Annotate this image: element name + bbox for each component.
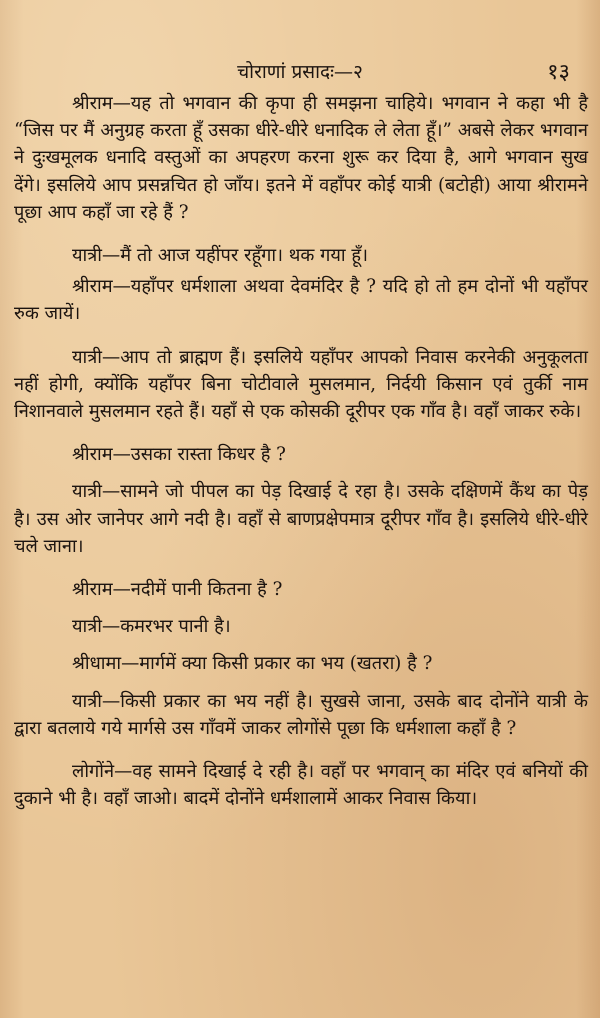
paragraph-shriram-2: श्रीराम—यहाँपर धर्मशाला अथवा देवमंदिर है ? यदि हो तो हम दोनों भी यहाँपर रुक जायें। <box>14 276 588 325</box>
paragraph-shriram-3: श्रीराम—उसका रास्ता किधर है ? <box>72 444 286 466</box>
paragraph-yatri-4: यात्री—कमरभर पानी है। <box>72 616 231 638</box>
paragraph-shriram-4: श्रीराम—नदीमें पानी कितना है ? <box>72 579 283 601</box>
paragraph-yatri-2: यात्री—आप तो ब्राह्मण हैं। इसलिये यहाँपर आपको निवास करनेकी अनुकूलता नहीं होगी, क्योंकि यहाँपर बिना चोटीवाले मुसलमान, निर्दयी किसान एवं तुर्की नाम निशानवाले मुसलमान रहते हैं। यहाँ से एक कोसकी दूरीपर एक गाँव है। वहाँ जाकर रुके। <box>14 346 588 423</box>
paragraph-logon-1: लोगोंने—वह सामने दिखाई दे रही है। वहाँ पर भगवान् का मंदिर एवं बनियों की दुकाने भी है। वहाँ जाओ। बादमें दोनोंने धर्मशालामें आकर निवास किया। <box>14 761 588 810</box>
page-number: १३ <box>547 60 570 85</box>
page-body <box>14 90 588 812</box>
paragraph-shridhama-1: श्रीधामा—मार्गमें क्या किसी प्रकार का भय (खतरा) है ? <box>72 653 433 675</box>
paragraph-yatri-5: यात्री—किसी प्रकार का भय नहीं है। सुखसे जाना, उसके बाद दोनोंने यात्री के द्वारा बतलाये गये मार्गसे उस गाँवमें जाकर लोगोंसे पूछा कि धर्मशाला कहाँ है ? <box>14 690 588 739</box>
paragraph-shriram-1: श्रीराम—यह तो भगवान की कृपा ही समझना चाहिये। भगवान ने कहा भी है “जिस पर मैं अनुग्रह करता हूँ उसका धीरे-धीरे धनादिक ले लेता हूँ।” अबसे लेकर भगवान ने दुःखमूलक धनादि वस्तुओं का अपहरण करना शुरू कर दिया है, आगे भगवान सुख देंगे। इसलिये आप प्रसन्नचित हो जाँय। इतने में वहाँपर कोई यात्री (बटोही) आया श्रीरामने पूछा आप कहाँ जा रहे हैं ? <box>14 93 588 223</box>
page-header <box>0 56 600 86</box>
paragraph-yatri-3: यात्री—सामने जो पीपल का पेड़ दिखाई दे रहा है। उसके दक्षिणमें कैंथ का पेड़ है। उस ओर जानेपर आगे नदी है। वहाँ से बाणप्रक्षेपमात्र दूरीपर गाँव है। इसलिये धीरे-धीरे चले जाना। <box>14 481 588 557</box>
running-title: चोराणां प्रसादः—२ <box>237 61 363 83</box>
paragraph-yatri-1: यात्री—मैं तो आज यहींपर रहूँगा। थक गया हूँ। <box>72 245 368 267</box>
